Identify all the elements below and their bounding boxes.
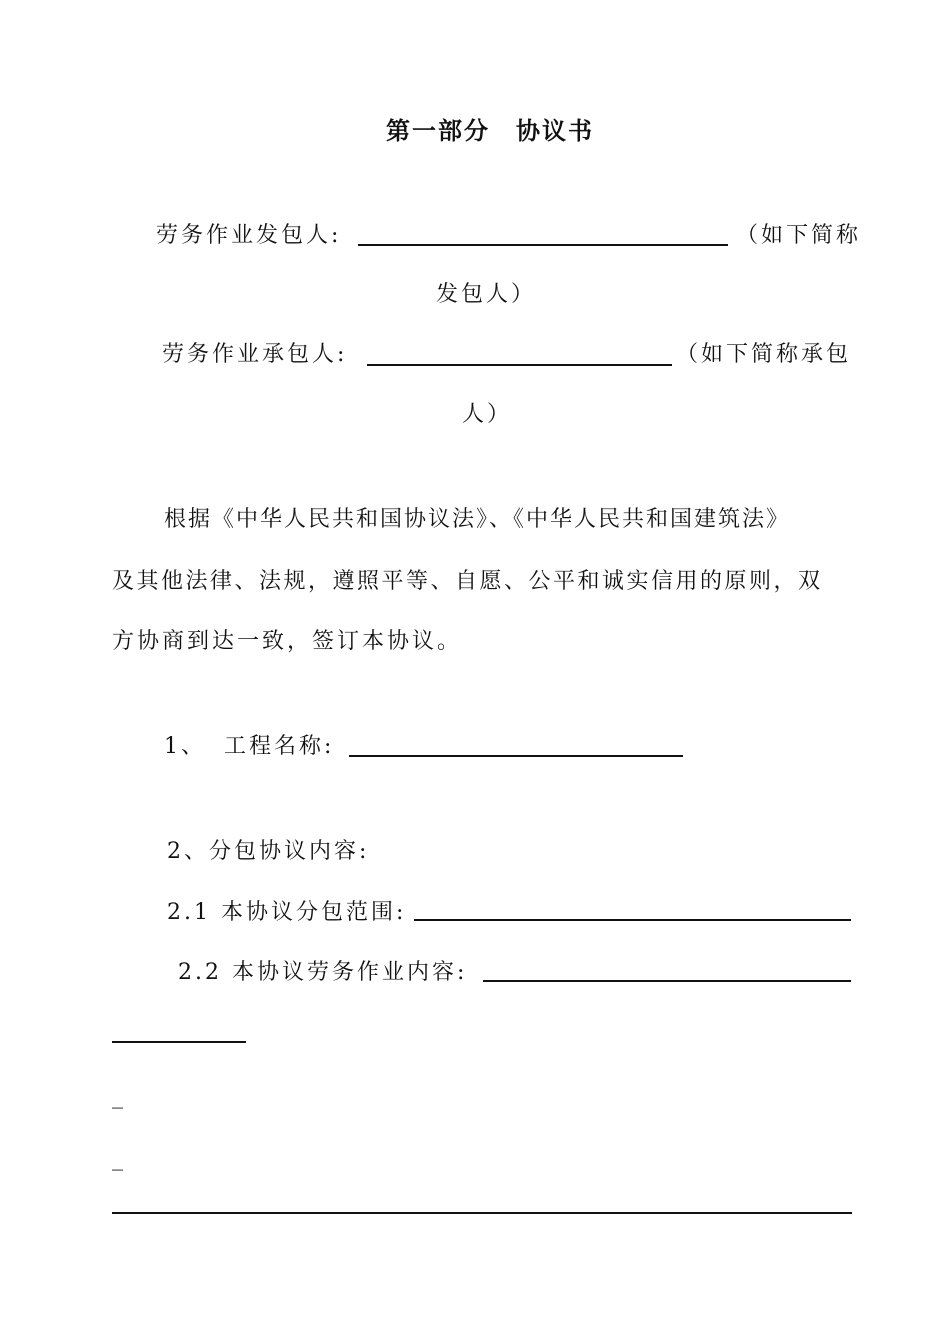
subcontractor-alias-continuation: 人）	[462, 402, 513, 427]
subcontract-scope-field[interactable]	[414, 919, 851, 921]
labor-content-continuation-line[interactable]	[112, 1041, 246, 1043]
contractor-name-field[interactable]	[358, 244, 728, 246]
preamble-line-1: 根据《中华人民共和国协议法》、《中华人民共和国建筑法》	[164, 507, 791, 532]
labor-content-field[interactable]	[483, 980, 851, 982]
project-name-field[interactable]	[349, 755, 683, 757]
item-2-2-label: 2.2 本协议劳务作业内容:	[178, 960, 468, 985]
dash-mark-1: _	[112, 1084, 126, 1109]
item-1-label: 工程名称:	[224, 734, 335, 759]
item-2-1-label: 2.1 本协议分包范围:	[167, 900, 407, 925]
item-1-number: 1、	[164, 734, 206, 759]
contractor-label: 劳务作业发包人:	[156, 223, 342, 248]
item-2-heading: 2、分包协议内容:	[167, 839, 370, 864]
subcontractor-name-field[interactable]	[367, 364, 672, 366]
contractor-alias-continuation: 发包人）	[436, 282, 537, 307]
dash-mark-2: _	[112, 1146, 126, 1171]
full-width-blank-line[interactable]	[112, 1212, 852, 1214]
subcontractor-alias-suffix: （如下简称承包	[676, 342, 852, 367]
preamble-line-3: 方协商到达一致，签订本协议。	[112, 629, 463, 654]
subcontractor-label: 劳务作业承包人:	[162, 342, 348, 367]
contractor-alias-suffix: （如下简称	[736, 223, 862, 248]
preamble-line-2: 及其他法律、法规，遵照平等、自愿、公平和诚实信用的原则，双	[112, 569, 823, 594]
page-title: 第一部分 协议书	[386, 116, 594, 145]
